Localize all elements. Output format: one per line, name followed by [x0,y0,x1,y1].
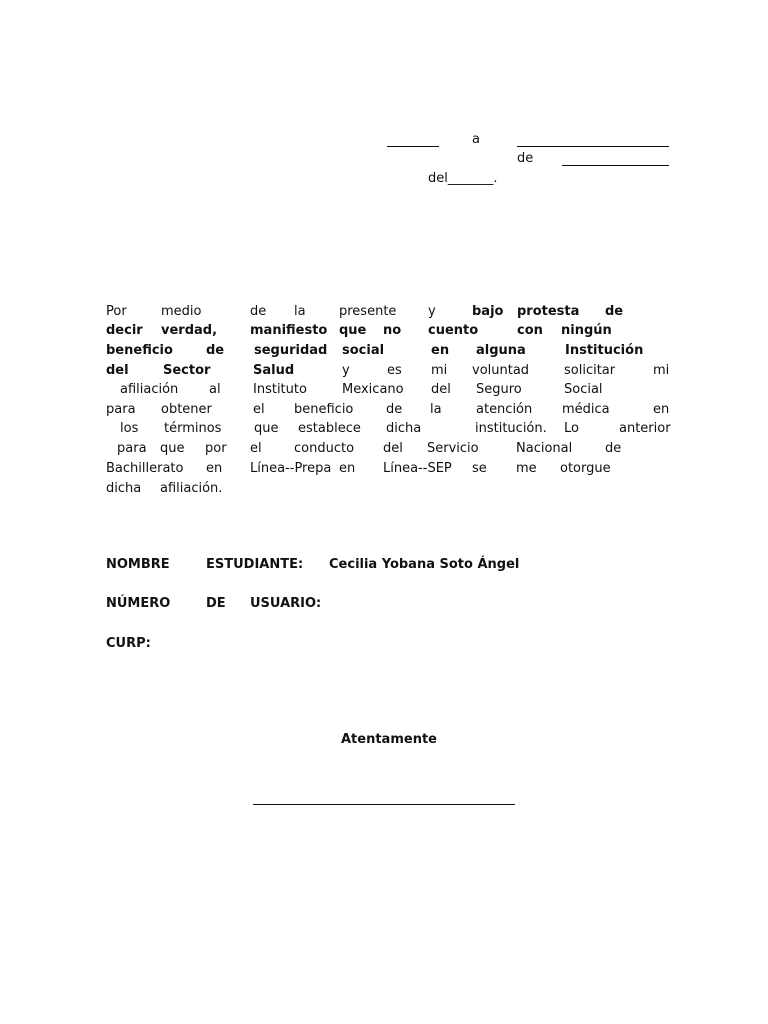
paragraph-word: términos [164,421,222,436]
date-del-period: . [493,171,498,186]
numero-label-2: DE [206,596,226,611]
paragraph-word: mi [431,363,448,378]
paragraph-word: por [205,441,227,456]
paragraph-word: de [250,304,267,319]
paragraph-word: no [383,323,402,338]
paragraph-word: el [250,441,262,456]
date-del-blank: _______ [447,171,494,186]
date-blank-3 [562,165,669,166]
curp-label: CURP: [106,636,151,651]
paragraph-word: del [383,441,403,456]
paragraph-word: institución. [475,421,547,436]
paragraph-word: de [605,441,622,456]
paragraph-word: y [428,304,436,319]
paragraph-word: establece [298,421,361,436]
nombre-label-1: NOMBRE [106,557,170,572]
paragraph-word: Mexicano [342,382,404,397]
paragraph-word: Bachillerato [106,461,184,476]
paragraph-word: Línea--Prepa [250,461,332,476]
paragraph-word: Seguro [476,382,522,397]
paragraph-word: beneficio [106,343,173,358]
paragraph-word: anterior [619,421,671,436]
paragraph-word: y [342,363,350,378]
paragraph-word: manifiesto [250,323,328,338]
paragraph-word: afiliación. [160,481,223,496]
paragraph-word: decir [106,323,143,338]
paragraph-word: de [605,304,624,319]
paragraph-word: la [430,402,442,417]
paragraph-word: me [516,461,537,476]
paragraph-word: Sector [163,363,211,378]
date-blank-1 [387,146,439,147]
paragraph-word: protesta [517,304,580,319]
paragraph-word: para [117,441,147,456]
paragraph-word: voluntad [472,363,530,378]
paragraph-word: al [209,382,221,397]
paragraph-word: del [431,382,451,397]
paragraph-word: se [472,461,487,476]
paragraph-word: de [386,402,403,417]
paragraph-word: para [106,402,136,417]
paragraph-word: Lo [564,421,579,436]
paragraph-word: conducto [294,441,355,456]
paragraph-word: en [206,461,223,476]
date-del-line [428,171,498,187]
paragraph-word: dicha [106,481,142,496]
paragraph-word: ningún [561,323,612,338]
numero-label-3: USUARIO: [250,596,322,611]
paragraph-word: Línea--SEP [383,461,452,476]
date-blank-2 [517,146,669,147]
paragraph-word: que [160,441,185,456]
paragraph-word: cuento [428,323,479,338]
paragraph-word: Social [564,382,603,397]
paragraph-word: en [653,402,670,417]
atentamente-heading: Atentamente [341,732,437,747]
nombre-label-2: ESTUDIANTE: [206,557,304,572]
paragraph-word: de [206,343,225,358]
paragraph-word: Instituto [253,382,307,397]
paragraph-word: bajo [472,304,504,319]
paragraph-word: presente [339,304,397,319]
paragraph-word: Institución [565,343,644,358]
paragraph-word: Salud [253,363,295,378]
paragraph-word: es [387,363,402,378]
paragraph-word: atención [476,402,533,417]
paragraph-word: afiliación [120,382,179,397]
paragraph-word: otorgue [560,461,611,476]
paragraph-word: verdad, [161,323,218,338]
paragraph-word: Servicio [427,441,479,456]
date-a-word: a [472,132,480,147]
paragraph-word: en [431,343,450,358]
paragraph-word: el [253,402,265,417]
paragraph-word: dicha [386,421,422,436]
paragraph-word: seguridad [254,343,328,358]
paragraph-word: social [342,343,385,358]
paragraph-word: que [339,323,367,338]
paragraph-word: beneficio [294,402,354,417]
paragraph-word: Nacional [516,441,573,456]
paragraph-word: los [120,421,139,436]
numero-label-1: NÚMERO [106,596,171,611]
paragraph-word: solicitar [564,363,616,378]
paragraph-word: del [106,363,129,378]
date-de-word: de [517,151,534,166]
paragraph-word: que [254,421,279,436]
paragraph-word: la [294,304,306,319]
date-del-word: del [428,171,448,186]
paragraph-word: mi [653,363,670,378]
paragraph-word: en [339,461,356,476]
paragraph-word: alguna [476,343,526,358]
student-name-value: Cecilia Yobana Soto Ángel [329,557,520,572]
paragraph-word: Por [106,304,127,319]
paragraph-word: con [517,323,543,338]
signature-line [253,804,515,805]
paragraph-word: medio [161,304,202,319]
paragraph-word: médica [562,402,610,417]
paragraph-word: obtener [161,402,212,417]
